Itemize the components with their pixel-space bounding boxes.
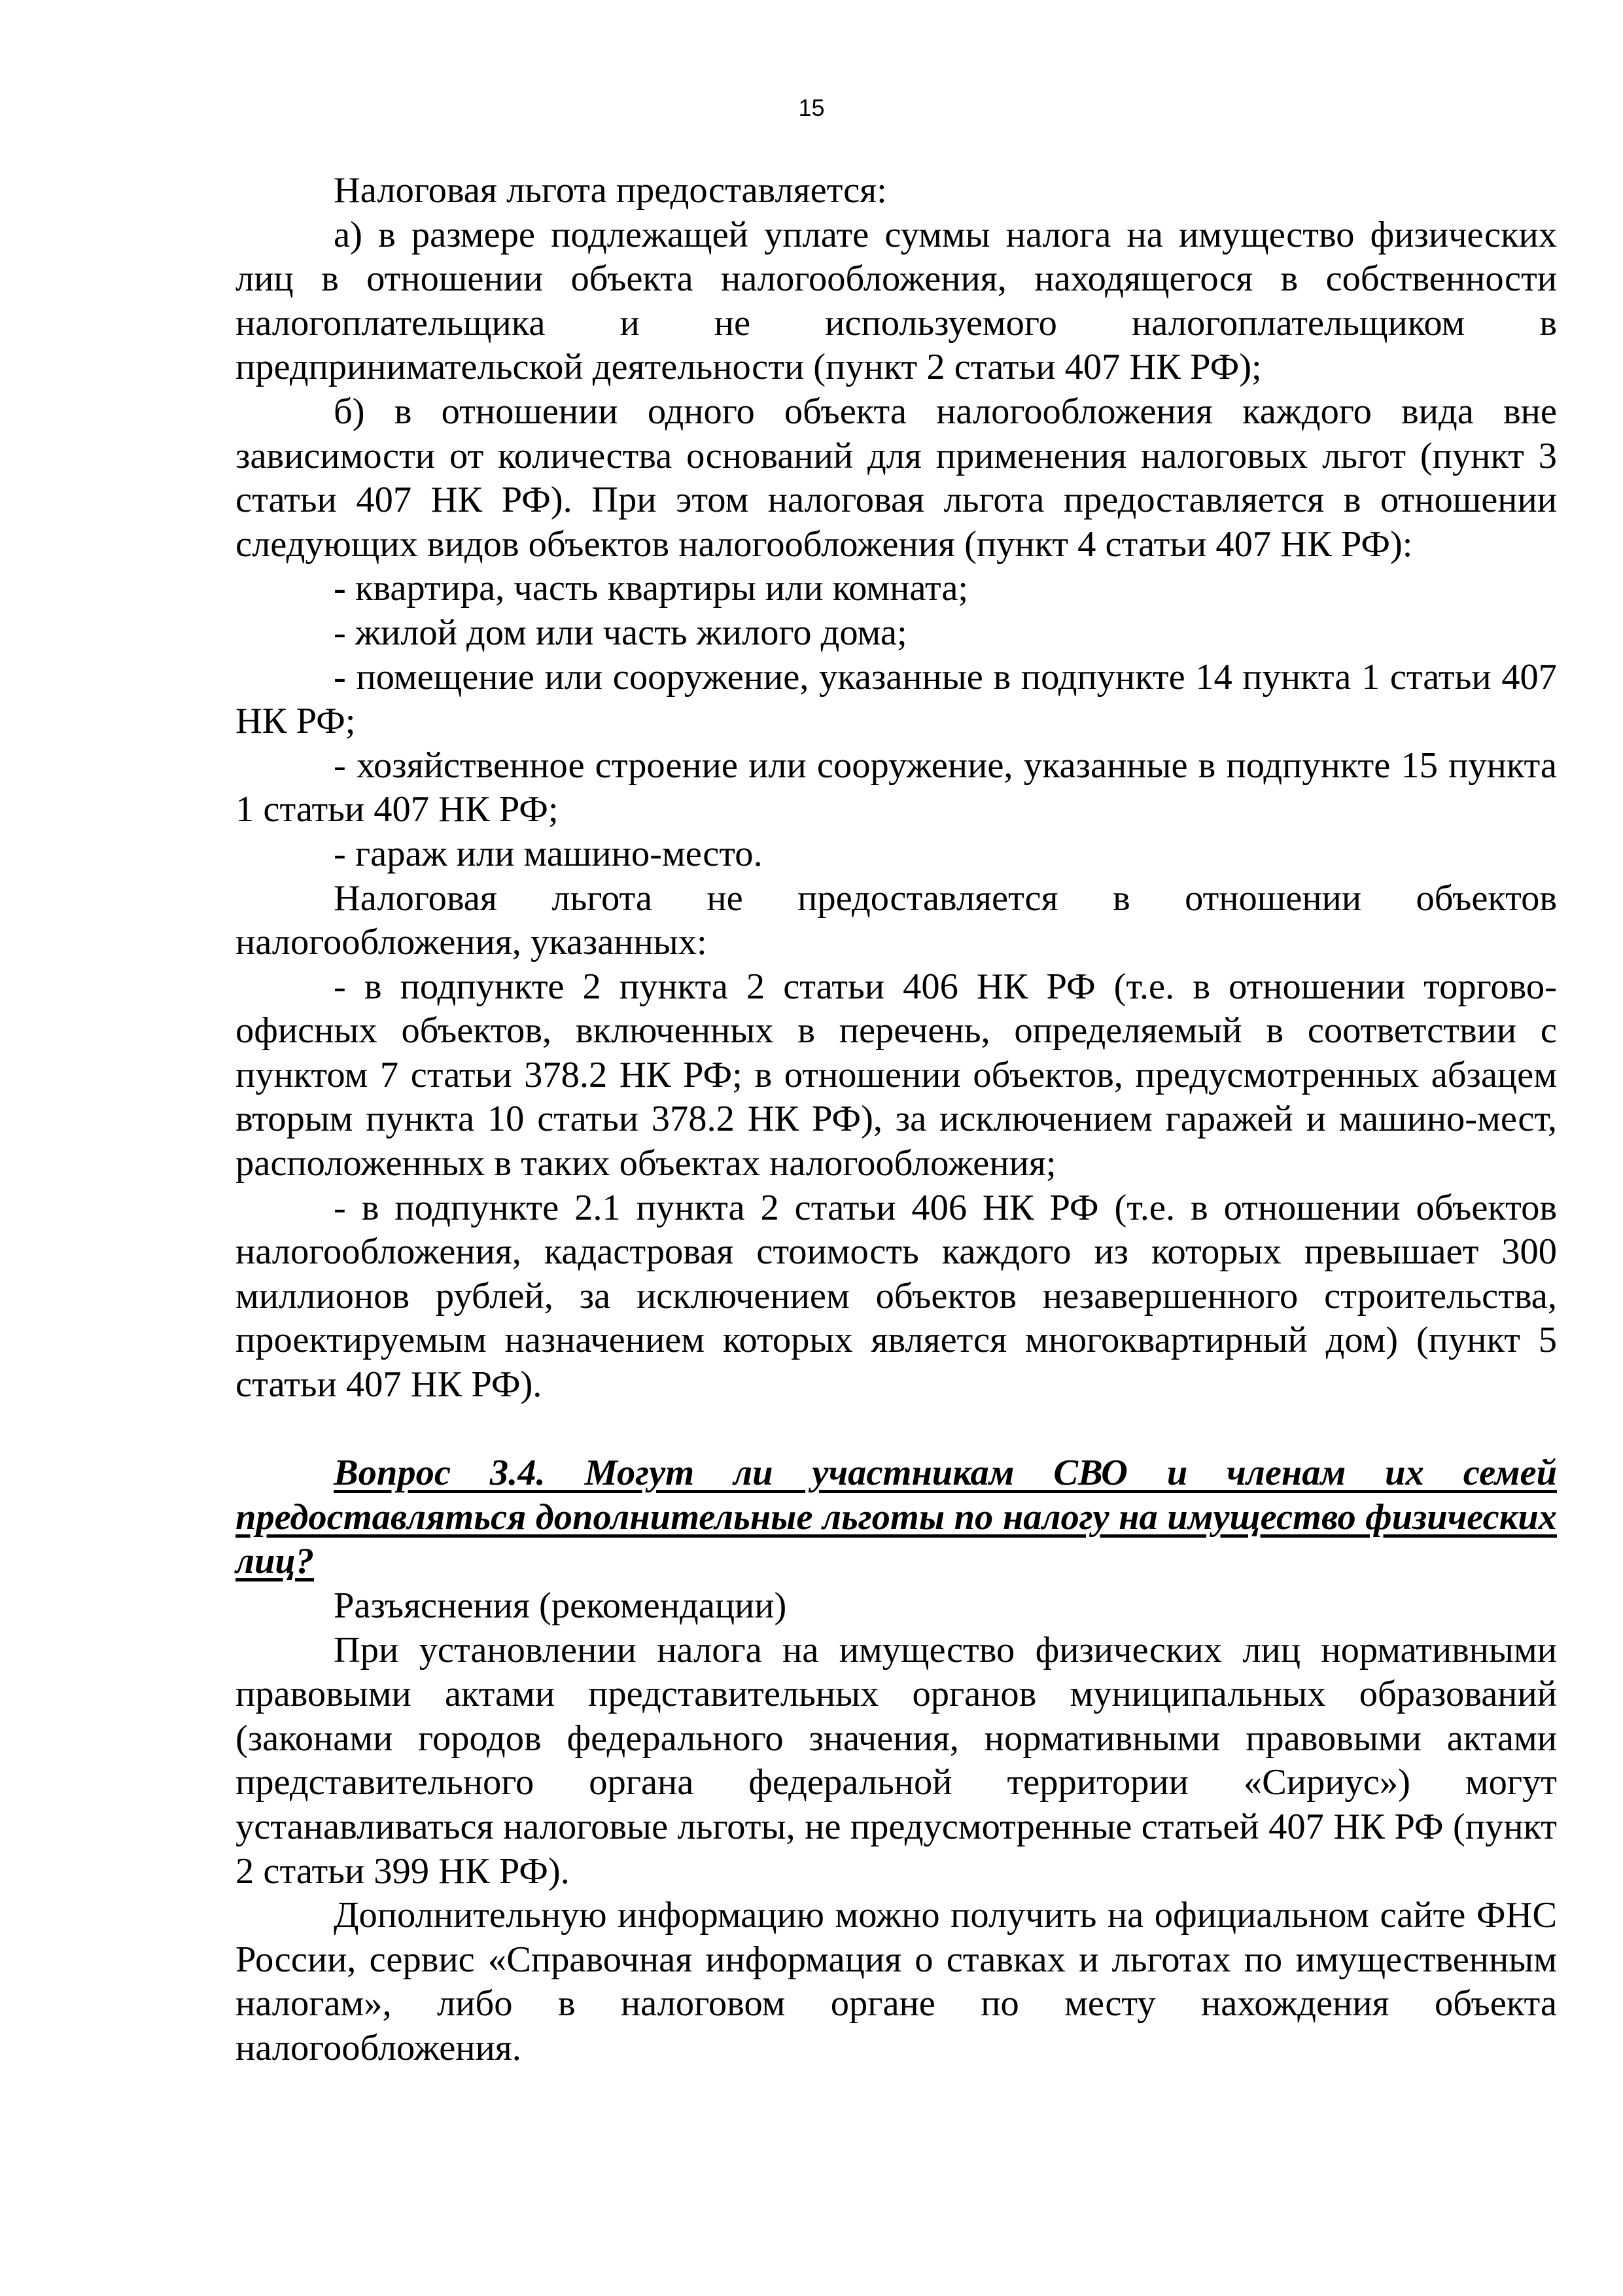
answer-paragraph: При установлении налога на имущество физических лиц нормативными правовыми актами представительных органов муниципальных образований (законами городов федерального значения, нормативными правовыми актами представительного органа федеральной территории «Сириус») могут устанавливаться налоговые льготы, не предусмотренные статьей 407 НК РФ (пункт 2 статьи 399 НК РФ). bbox=[236, 1629, 1557, 1892]
benefit-item-a: а) в размере подлежащей уплате суммы налога на имущество физических лиц в отношении объекта налогообложения, находящегося в собственности налогоплательщика и не используемого налогоплательщиком в предпринимательской деятельности (пункт 2 статьи 407 НК РФ); bbox=[236, 214, 1557, 388]
object-type-item: - гараж или машино-место. bbox=[334, 833, 763, 874]
document-body bbox=[236, 169, 1557, 2071]
question-heading: Вопрос 3.4. Могут ли участникам СВО и членам их семей предоставляться дополнительные льготы по налогу на имущество физических лиц? bbox=[236, 1453, 1557, 1582]
benefit-item-b: б) в отношении одного объекта налогообложения каждого вида вне зависимости от количества оснований для применения налоговых льгот (пункт 3 статьи 407 НК РФ). При этом налоговая льгота предоставляется в отношении следующих видов объектов налогообложения (пункт 4 статьи 407 НК РФ): bbox=[236, 391, 1557, 565]
benefit-intro: Налоговая льгота предоставляется: bbox=[334, 170, 887, 211]
page-number: 15 bbox=[798, 94, 825, 121]
object-type-item: - жилой дом или часть жилого дома; bbox=[334, 612, 907, 653]
not-granted-item: - в подпункте 2 пункта 2 статьи 406 НК РФ (т.е. в отношении торгово-офисных объектов, включенных в перечень, определяемый в соответствии с пунктом 7 статьи 378.2 НК РФ; в отношении объектов, предусмотренных абзацем вторым пункта 10 статьи 378.2 НК РФ), за исключением гаражей и машино-мест, расположенных в таких объектах налогообложения; bbox=[236, 966, 1557, 1184]
object-type-item: - хозяйственное строение или сооружение, указанные в подпункте 15 пункта 1 статьи 407 НК РФ; bbox=[236, 745, 1557, 830]
not-granted-intro: Налоговая льгота не предоставляется в отношении объектов налогообложения, указанных: bbox=[236, 877, 1557, 963]
answer-paragraph: Дополнительную информацию можно получить на официальном сайте ФНС России, сервис «Справочная информация о ставках и льготах по имущественным налогам», либо в налоговом органе по месту нахождения объекта налогообложения. bbox=[236, 1895, 1557, 2068]
object-type-item: - квартира, часть квартиры или комната; bbox=[334, 568, 969, 609]
section-spacer bbox=[236, 1407, 1557, 1452]
question-subheading: Разъяснения (рекомендации) bbox=[334, 1585, 787, 1626]
not-granted-item: - в подпункте 2.1 пункта 2 статьи 406 НК РФ (т.е. в отношении объектов налогообложения, кадастровая стоимость каждого из которых превышает 300 миллионов рублей, за исключением объектов незавершенного строительства, проектируемым назначением которых является многоквартирный дом) (пункт 5 статьи 407 НК РФ). bbox=[236, 1187, 1557, 1405]
object-type-item: - помещение или сооружение, указанные в подпункте 14 пункта 1 статьи 407 НК РФ; bbox=[236, 656, 1557, 742]
